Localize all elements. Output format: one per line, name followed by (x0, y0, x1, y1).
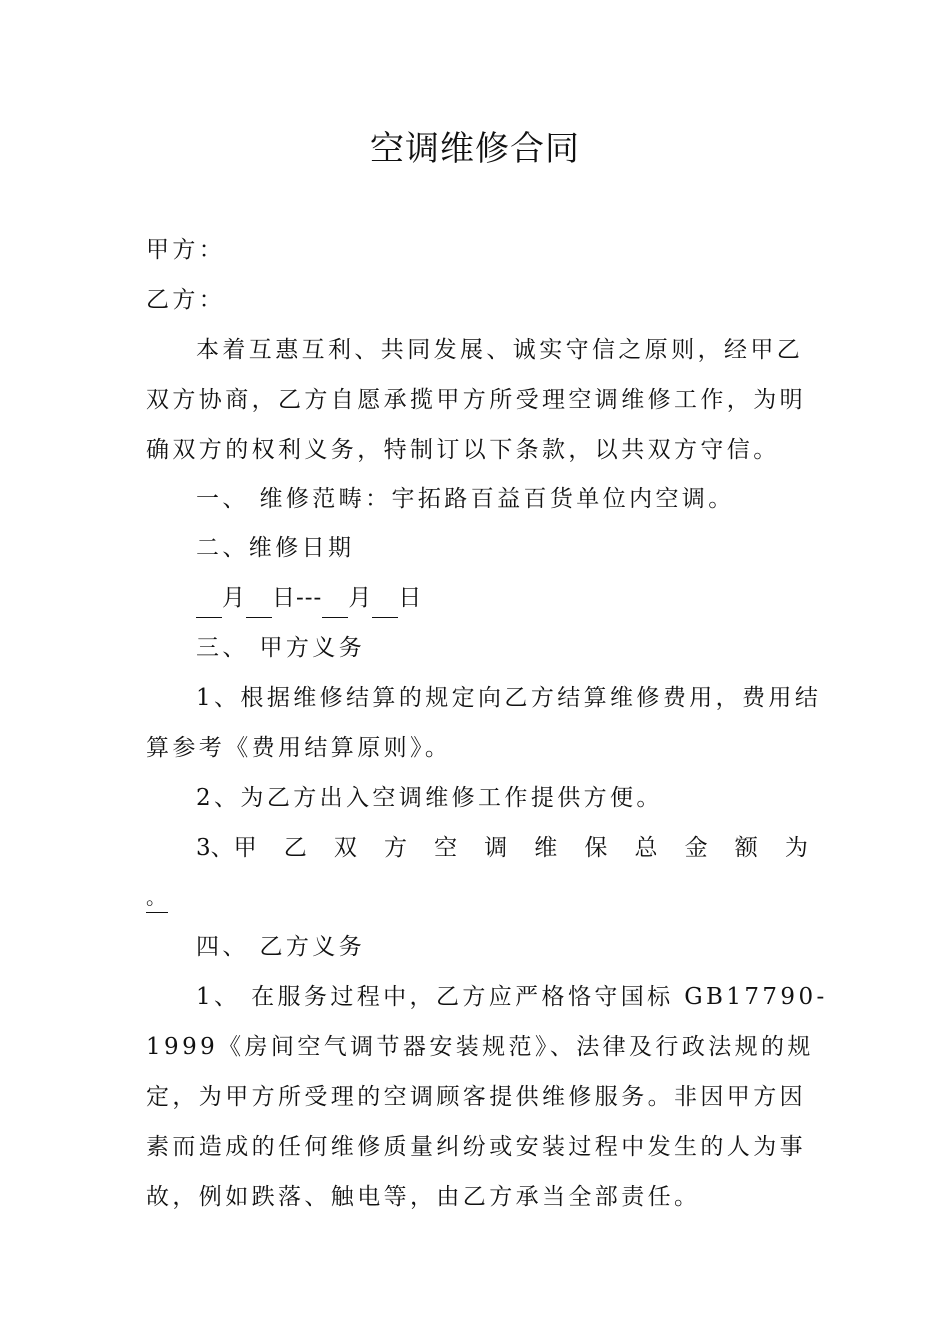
month-label-2: 月 (348, 585, 373, 611)
party-a-item-2: 2、为乙方出入空调维修工作提供方便。 (196, 785, 663, 811)
day-blank-2 (372, 587, 398, 618)
item-3-char: 额 (734, 835, 758, 861)
day-label-2: 日 (398, 585, 423, 611)
section-2-heading: 二、维修日期 (196, 535, 355, 561)
item-3-char: 维 (534, 835, 558, 861)
month-blank-1 (196, 587, 222, 618)
item-3-char: 为 (784, 835, 808, 861)
repair-date-range (196, 578, 422, 618)
party-b-item-1-line-5: 故，例如跌落、触电等，由乙方承当全部责任。 (146, 1184, 701, 1210)
month-label-1: 月 (222, 585, 246, 611)
item-3-char: 总 (634, 835, 658, 861)
item-3-char: 双 (333, 835, 357, 861)
item-3-char: 乙 (283, 835, 307, 861)
intro-line-1: 本着互惠互利、共同发展、诚实守信之原则，经甲乙 (196, 337, 804, 363)
item-3-char: 调 (484, 835, 508, 861)
party-a-label: 甲方： (146, 237, 226, 263)
item-3-char: 保 (584, 835, 608, 861)
month-blank-2 (322, 587, 348, 618)
intro-line-3: 确双方的权利义务，特制订以下条款，以共双方守信。 (146, 437, 780, 463)
party-b-item-1-line-3: 定，为甲方所受理的空调顾客提供维修服务。非因甲方因 (146, 1084, 806, 1110)
party-b-item-1-line-4: 素而造成的任何维修质量纠纷或安装过程中发生的人为事 (146, 1134, 806, 1160)
party-b-item-1-line-2: 1999《房间空气调节器安装规范》、法律及行政法规的规 (146, 1034, 814, 1060)
party-a-item-3 (196, 828, 808, 868)
section-4-heading: 四、 乙方义务 (196, 934, 366, 960)
total-amount-blank: 。 (146, 882, 168, 913)
item-3-char: 3、甲 (196, 835, 257, 861)
party-b-label: 乙方： (146, 287, 226, 313)
item-3-char: 空 (434, 835, 458, 861)
party-b-item-1-line-1: 1、 在服务过程中，乙方应严格恪守国标 GB17790- (196, 984, 828, 1010)
section-3-heading: 三、 甲方义务 (196, 635, 366, 661)
item-3-char: 金 (684, 835, 708, 861)
party-a-item-1-line-2: 算参考《费用结算原则》。 (146, 735, 452, 761)
party-a-item-1-line-1: 1、根据维修结算的规定向乙方结算维修费用，费用结 (196, 685, 822, 711)
item-3-char: 方 (383, 835, 407, 861)
document-title: 空调维修合同 (370, 129, 580, 169)
section-1-scope: 一、 维修范畴：宇拓路百益百货单位内空调。 (196, 486, 735, 512)
intro-line-2: 双方协商，乙方自愿承揽甲方所受理空调维修工作，为明 (146, 387, 806, 413)
day-blank-1 (246, 587, 272, 618)
day-label-1: 日--- (272, 585, 323, 611)
